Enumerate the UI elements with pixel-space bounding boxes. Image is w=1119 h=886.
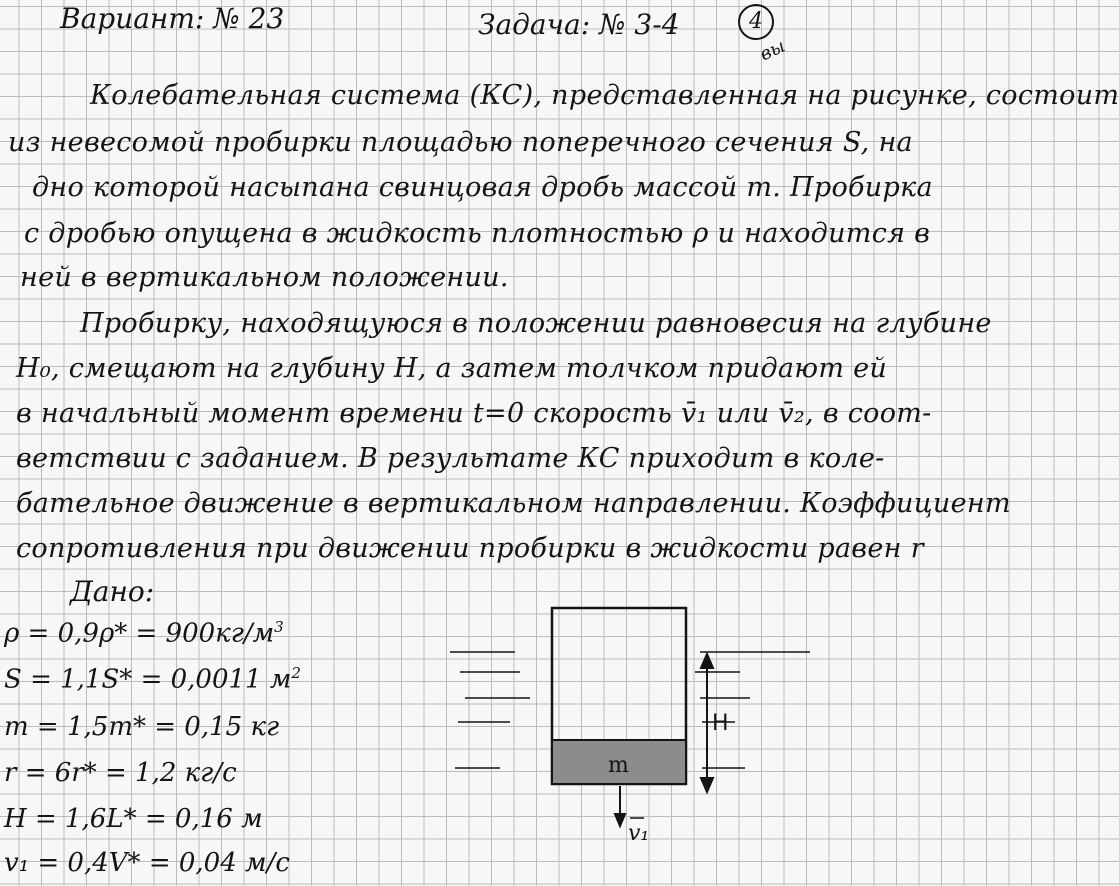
- given-rhs: = 0,04 м/с: [148, 848, 290, 878]
- given-rhs: = 900кг/м: [135, 618, 275, 649]
- given-item-area: [4, 664, 301, 695]
- mass-label: m: [608, 753, 629, 778]
- text-line: ней в вертикальном положении.: [20, 262, 509, 293]
- given-rhs: = 0,15 кг: [154, 712, 280, 742]
- given-rhs: = 0,16 м: [144, 804, 263, 834]
- text-line: H₀, смещают на глубину H, а затем толчком придают ей: [16, 353, 888, 384]
- text-line: ветствии с заданием. В результате КС приходит в коле-: [16, 443, 885, 474]
- given-rhs: = 1,2 кг/с: [104, 758, 237, 788]
- given-item-depth: [4, 804, 263, 834]
- text-line: с дробью опущена в жидкость плотностью ρ и находится в: [24, 218, 931, 249]
- header-task: Задача: № 3-4: [478, 8, 680, 41]
- text-line: сопротивления при движении пробирки в жидкости равен r: [16, 533, 924, 564]
- given-item-resistance: [4, 758, 237, 788]
- given-rhs: = 0,0011 м: [140, 664, 292, 695]
- velocity-label: v₁: [628, 821, 650, 846]
- given-lhs: m = 1,5m*: [4, 712, 146, 742]
- given-item-mass: [4, 712, 279, 742]
- velocity-arrow: [615, 786, 625, 826]
- text-line: в начальный момент времени t=0 скорость v̄₁ или v̄₂, в соот-: [16, 398, 932, 429]
- given-lhs: H = 1,6L*: [4, 804, 137, 834]
- given-exponent: 3: [274, 618, 284, 636]
- text-line: бательное движение в вертикальном направлении. Коэффициент: [16, 488, 1011, 519]
- given-exponent: 2: [291, 664, 301, 682]
- circled-page-number: 4: [738, 4, 774, 40]
- depth-label: H: [712, 711, 729, 736]
- text-line: из невесомой пробирки площадью поперечного сечения S, на: [8, 127, 913, 158]
- given-item-velocity: [4, 848, 290, 878]
- given-item-density: [4, 618, 284, 649]
- given-lhs: r = 6r*: [4, 758, 97, 788]
- given-lhs: v₁ = 0,4V*: [4, 848, 141, 878]
- text-line: дно которой насыпана свинцовая дробь массой m. Пробирка: [32, 172, 933, 203]
- given-lhs: ρ = 0,9ρ*: [4, 618, 128, 649]
- given-title: Дано:: [70, 575, 155, 608]
- corner-note: вы: [756, 35, 789, 66]
- test-tube-diagram: [440, 600, 880, 870]
- header-variant: Вариант: № 23: [60, 2, 285, 35]
- text-line: Пробирку, находящуюся в положении равновесия на глубине: [80, 308, 992, 339]
- given-lhs: S = 1,1S*: [4, 664, 133, 695]
- text-line: Колебательная система (КС), представленная на рисунке, состоит: [90, 80, 1119, 111]
